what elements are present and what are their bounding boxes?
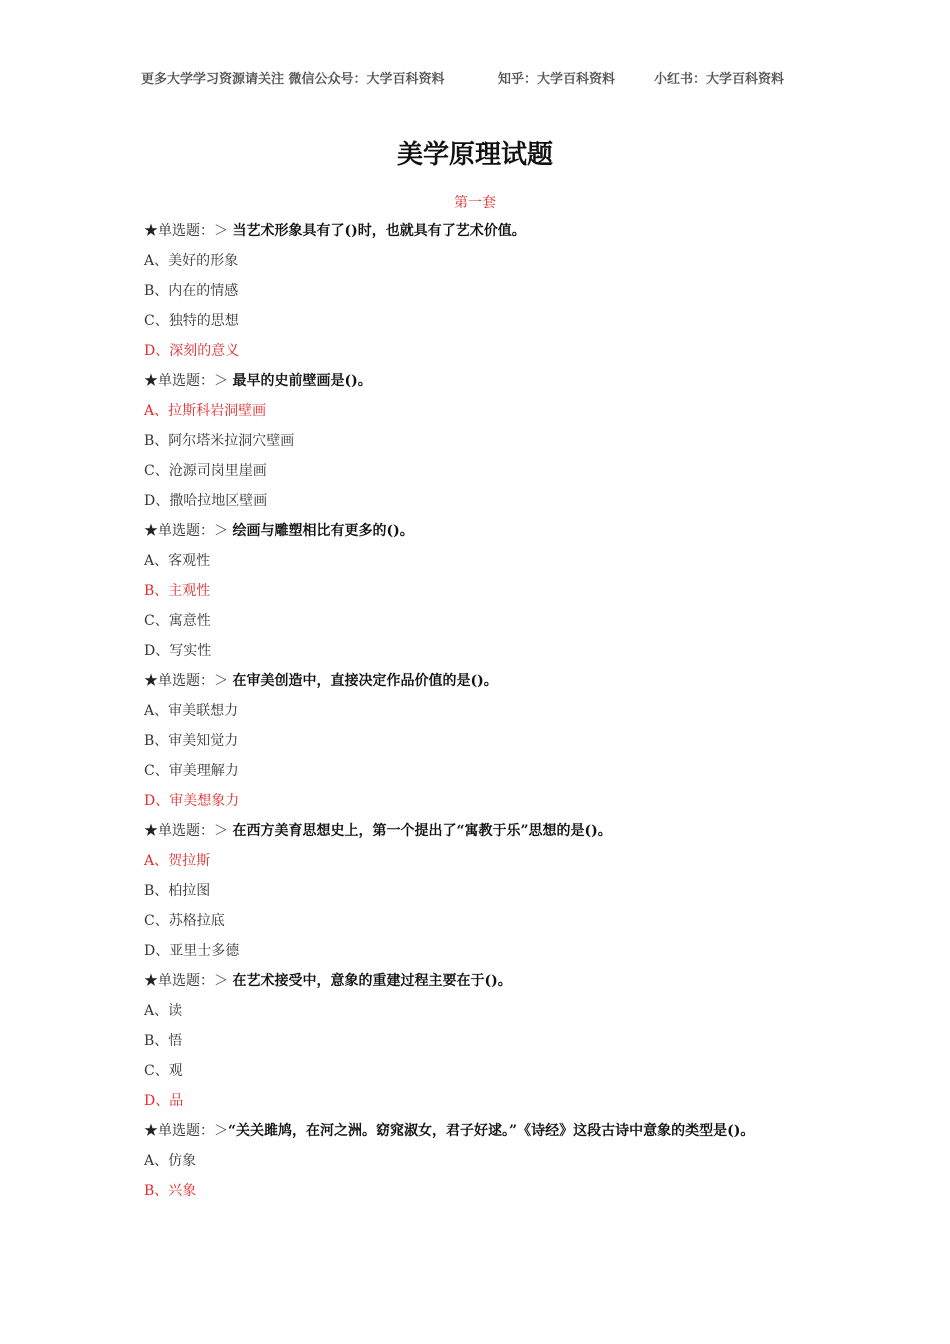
header-xiaohongshu-text: 小红书：大学百科资料 [654, 72, 785, 87]
answer-option-correct: D、深刻的意义 [144, 343, 240, 359]
question-text: 在艺术接受中，意象的重建过程主要在于()。 [232, 973, 512, 989]
answer-option: B、柏拉图 [144, 883, 211, 899]
answer-option: B、阿尔塔米拉洞穴壁画 [144, 433, 295, 449]
answer-option: B、悟 [144, 1033, 183, 1049]
question-stem [144, 516, 844, 546]
question-type-label: ★单选题：＞ [144, 673, 233, 689]
answer-option: A、审美联想力 [144, 703, 239, 719]
answer-option: C、审美理解力 [144, 763, 239, 779]
document-title: 美学原理试题 [396, 140, 553, 170]
question-stem [144, 966, 844, 996]
answer-option-correct: A、贺拉斯 [144, 853, 211, 869]
question-stem [144, 216, 844, 246]
answer-option: D、亚里士多德 [144, 943, 240, 959]
answer-option: C、独特的思想 [144, 313, 239, 329]
question-type-label: ★单选题：＞ [144, 373, 233, 389]
question-text: 绘画与雕塑相比有更多的()。 [232, 523, 414, 539]
answer-option: B、内在的情感 [144, 283, 239, 299]
answer-option: D、撒哈拉地区壁画 [144, 493, 268, 509]
question-stem [144, 1116, 844, 1146]
answer-option: C、寓意性 [144, 613, 211, 629]
question-stem [144, 666, 844, 696]
answer-option-correct: D、审美想象力 [144, 793, 240, 809]
header-follow-text: 更多大学学习资源请关注 微信公众号：大学百科资料 [141, 72, 445, 87]
answer-option: A、美好的形象 [144, 253, 239, 269]
question-type-label: ★单选题：＞ [144, 1123, 228, 1139]
answer-option: D、写实性 [144, 643, 212, 659]
page-header [0, 68, 950, 88]
question-text: 最早的史前壁画是()。 [232, 373, 372, 389]
answer-option: B、审美知觉力 [144, 733, 239, 749]
answer-option: A、仿象 [144, 1153, 197, 1169]
answer-option-correct: A、拉斯科岩洞壁画 [144, 403, 267, 419]
question-list [144, 216, 844, 1206]
question-type-label: ★单选题：＞ [144, 823, 233, 839]
answer-option: C、沧源司岗里崖画 [144, 463, 267, 479]
question-type-label: ★单选题：＞ [144, 523, 233, 539]
header-zhihu-text: 知乎：大学百科资料 [498, 72, 616, 87]
question-type-label: ★单选题：＞ [144, 223, 233, 239]
question-text: “关关雎鸠，在河之洲。窈窕淑女，君子好逑。”《诗经》这段古诗中意象的类型是()。 [228, 1123, 755, 1139]
answer-option-correct: B、主观性 [144, 583, 211, 599]
question-stem [144, 816, 844, 846]
question-text: 当艺术形象具有了()时，也就具有了艺术价值。 [232, 223, 526, 239]
answer-option: C、苏格拉底 [144, 913, 225, 929]
question-stem [144, 366, 844, 396]
answer-option: A、客观性 [144, 553, 211, 569]
question-type-label: ★单选题：＞ [144, 973, 233, 989]
question-text: 在审美创造中，直接决定作品价值的是()。 [232, 673, 498, 689]
answer-option: A、读 [144, 1003, 183, 1019]
answer-option-correct: B、兴象 [144, 1183, 197, 1199]
question-text: 在西方美育思想史上，第一个提出了“寓教于乐”思想的是()。 [232, 823, 612, 839]
answer-option-correct: D、品 [144, 1093, 184, 1109]
answer-option: C、观 [144, 1063, 183, 1079]
document-subtitle: 第一套 [454, 195, 496, 211]
